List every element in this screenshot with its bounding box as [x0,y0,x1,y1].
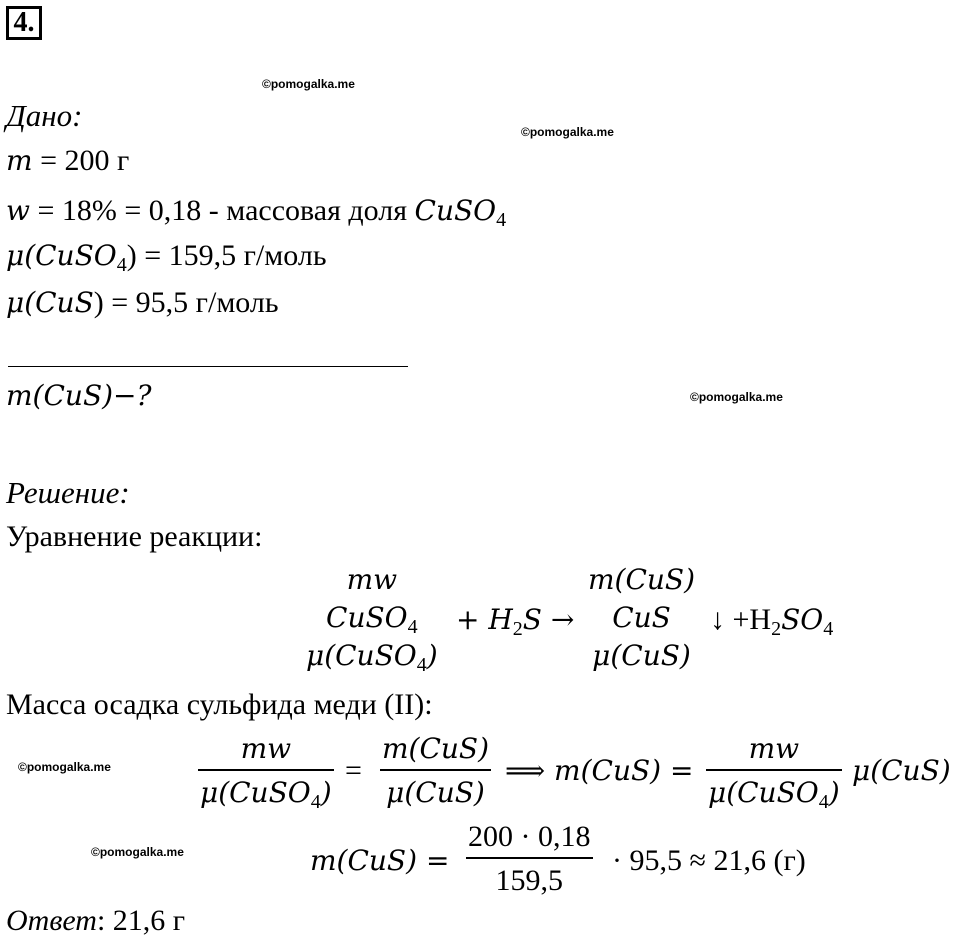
given-mass-fraction: w = 18% = 0,18 - массовая доля CuSO$_4$ [6,194,507,231]
watermark: ©pomogalka.me [690,390,783,404]
equals-sign: = [345,754,362,787]
fraction-mcus-over-mu-cus: m(CuS) μ(CuS) [382,732,490,809]
reaction-right-stack: m(CuS) CuS μ(CuS) [588,563,696,672]
given-divider [8,366,408,367]
given-header: Дано: [6,98,83,133]
fraction-mw-over-mu-cuso4: mw μ(CuSO$_4$) [200,732,332,813]
given-mass: m = 200 г [6,144,130,177]
find-line: m(CuS)−? [6,379,152,412]
solution-header: Решение: [6,475,130,510]
watermark: ©pomogalka.me [91,845,184,859]
fraction-mw-over-mu-cuso4-2: mw μ(CuSO$_4$) [708,732,840,813]
calc-lhs: m(CuS) = [310,844,450,877]
calc-fraction: 200 · 0,18 159,5 [468,820,591,897]
answer-value: : 21,6 г [96,904,186,937]
formula-tail: μ(CuS) [852,754,951,787]
given-molar-mass-cus: μ(CuS) = 95,5 г/моль [6,286,279,319]
reaction-h2s: + $H_2S$ → [456,603,575,640]
watermark: ©pomogalka.me [521,125,614,139]
equation-label: Уравнение реакции: [6,520,263,553]
reaction-products: ↓ $+H_2SO_4$ [710,603,834,640]
answer-label: Ответ [6,904,97,937]
reaction-left-stack: mw CuSO$_4$ μ(CuSO$_4$) [306,563,438,676]
answer-line [6,906,185,936]
mass-label: Масса осадка сульфида меди (II): [6,688,433,721]
given-molar-mass-cuso4: μ(CuSO$_4$) = 159,5 г/моль [6,239,327,276]
calc-result: · 95,5 ≈ 21,6 (г) [612,844,806,877]
problem-number: 4. [6,6,42,40]
watermark: ©pomogalka.me [18,760,111,774]
watermark: ©pomogalka.me [262,77,355,91]
implies-expression: ⟹ m(CuS) = [505,754,694,787]
